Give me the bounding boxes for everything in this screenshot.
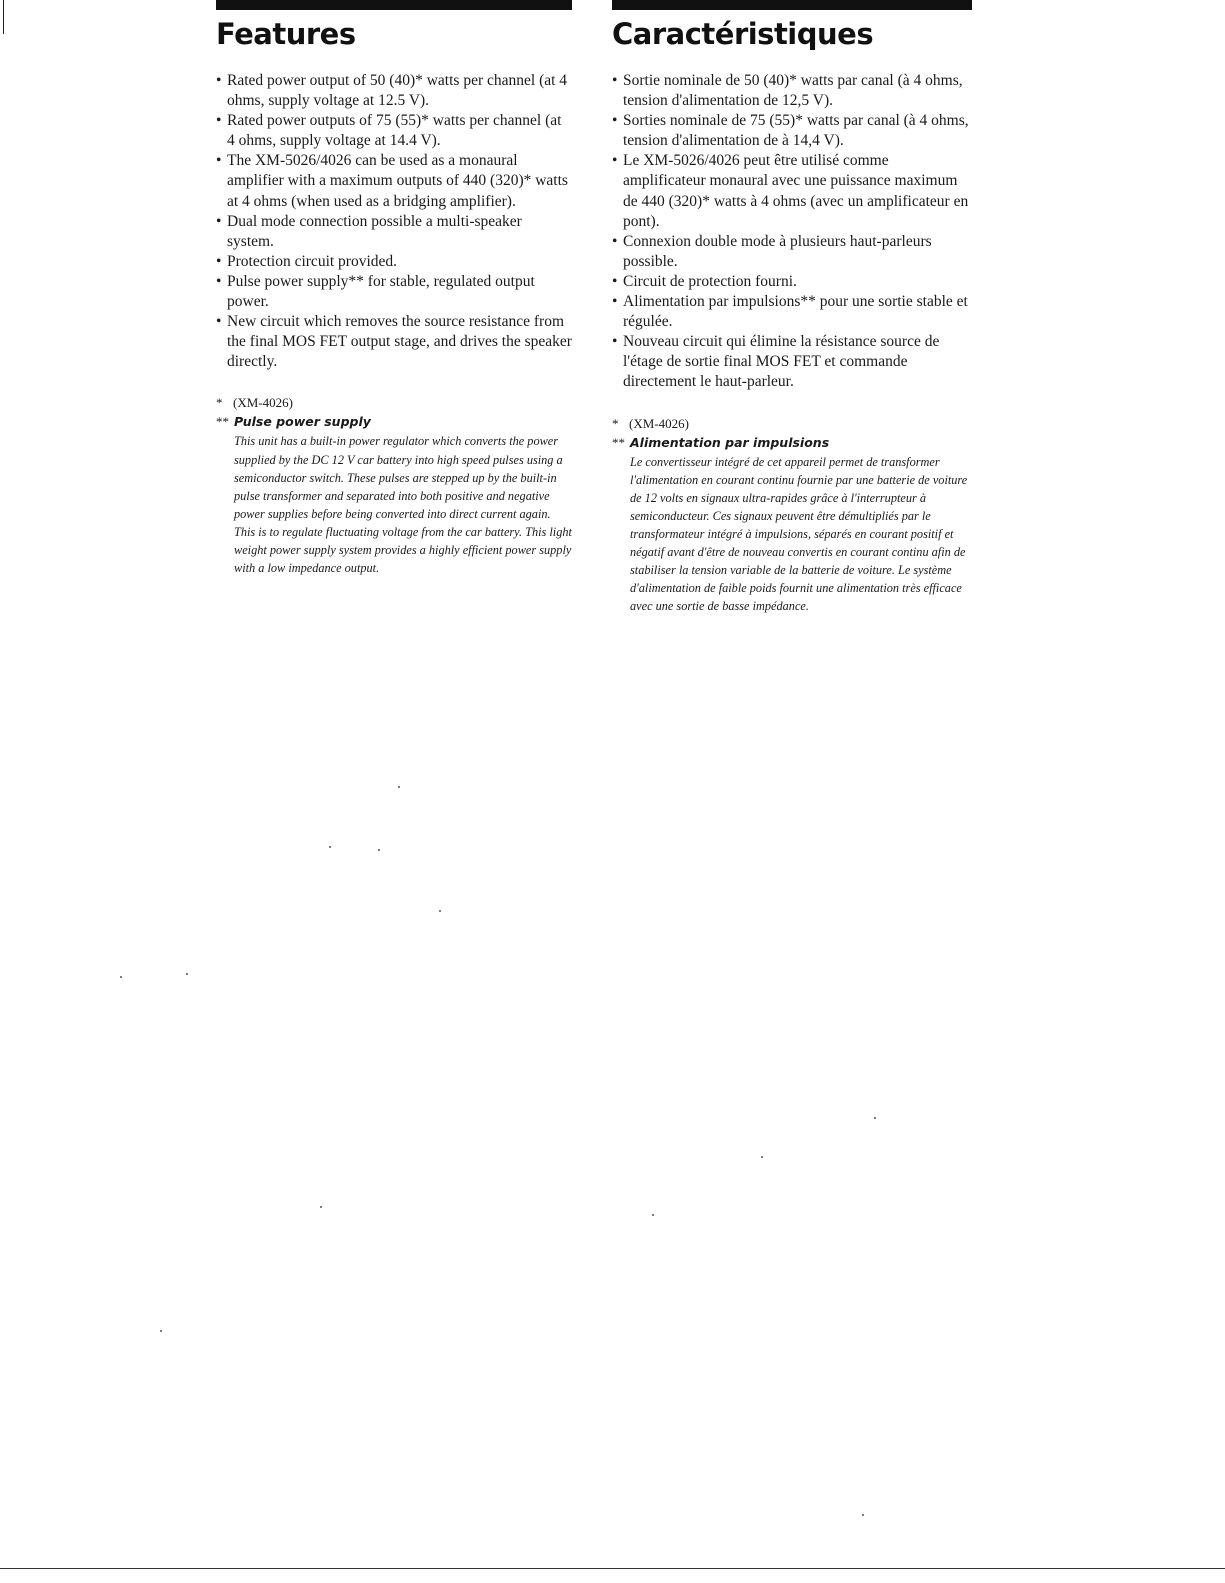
feature-item: • Pulse power supply** for stable, regulated output power. <box>216 272 572 312</box>
footnote-title <box>216 413 572 431</box>
feature-item: • Protection circuit provided. <box>216 252 572 272</box>
feature-item: • New circuit which removes the source resistance from the final MOS FET output stage, and drives the speaker directly. <box>216 312 572 372</box>
footnote-title <box>612 434 974 452</box>
footnote-mark: ** <box>216 414 229 430</box>
left-edge-mark <box>3 0 4 34</box>
french-column <box>612 0 974 615</box>
scan-speck <box>160 1330 162 1332</box>
features-heading: Features <box>216 17 356 51</box>
feature-item: • Rated power outputs of 75 (55)* watts per channel (at 4 ohms, supply voltage at 14.4 V). <box>216 111 572 151</box>
feature-item: • The XM-5026/4026 can be used as a monaural amplifier with a maximum outputs of 440 (320)* watts at 4 ohms (when used as a bridging amplifier). <box>216 151 572 211</box>
scan-speck <box>186 973 188 975</box>
feature-item: • Alimentation par impulsions** pour une sortie stable et régulée. <box>612 292 974 332</box>
feature-item: • Connexion double mode à plusieurs haut-parleurs possible. <box>612 232 974 272</box>
feature-item: • Le XM-5026/4026 peut être utilisé comme amplificateur monaural avec une puissance maximum de 440 (320)* watts à 4 ohms (avec un amplificateur en pont). <box>612 151 974 231</box>
scan-speck <box>862 1514 864 1516</box>
caracteristiques-heading: Caractéristiques <box>612 17 874 51</box>
feature-item: • Nouveau circuit qui élimine la résistance source de l'étage de sortie final MOS FET et commande directement le haut-parleur. <box>612 332 974 392</box>
scan-speck <box>329 846 331 848</box>
caracteristiques-list <box>612 71 974 393</box>
feature-item: • Sortie nominale de 50 (40)* watts par canal (à 4 ohms, tension d'alimentation de 12,5 V). <box>612 71 974 111</box>
footnote-model <box>216 394 572 412</box>
feature-item: • Dual mode connection possible a multi-speaker system. <box>216 212 572 252</box>
scan-speck <box>439 910 441 912</box>
footnote-model-text: (XM-4026) <box>629 415 689 431</box>
footnotes <box>216 394 572 577</box>
bottom-rule <box>0 1568 1225 1569</box>
heading-bar <box>612 0 972 10</box>
footnote-body: This unit has a built-in power regulator which converts the power supplied by the DC 12 V car battery into high speed pulses using a semiconductor switch. These pulses are stepped up by the built-in pulse transformer and separated into both positive and negative power supplies before being converted into direct current again. This is to regulate fluctuating voltage from the car battery. This light weight power supply system provides a highly efficient power supply with a low impedance output. <box>234 434 572 576</box>
footnote-mark: * <box>216 395 223 411</box>
feature-item: • Circuit de protection fourni. <box>612 272 974 292</box>
footnote-title-text: Alimentation par impulsions <box>630 434 830 450</box>
scan-speck <box>120 976 122 978</box>
footnote-model-text: (XM-4026) <box>233 395 293 411</box>
footnote-mark: * <box>612 415 619 431</box>
feature-item: • Sorties nominale de 75 (55)* watts par canal (à 4 ohms, tension d'alimentation de à 14,4 V). <box>612 111 974 151</box>
scan-speck <box>378 849 380 851</box>
feature-item: • Rated power output of 50 (40)* watts per channel (at 4 ohms, supply voltage at 12.5 V). <box>216 71 572 111</box>
english-column <box>216 0 572 577</box>
footnote-body: Le convertisseur intégré de cet appareil permet de transformer l'alimentation en courant continu fournie par une batterie de voiture de 12 volts en signaux ultra-rapides grâce à l'interrupteur à semiconducteur. Ces signaux peuvent être démultipliés par le transformateur intégré à impulsions, séparés en courant positif et négatif avant d'être de nouveau convertis en courant continu afin de stabiliser la tension variable de la batterie de voiture. Le système d'alimentation de faible poids fournit une alimentation très efficace avec une sortie de basse impédance. <box>630 454 968 614</box>
scan-speck <box>320 1206 322 1208</box>
scan-speck <box>652 1214 654 1216</box>
footnotes <box>612 415 974 616</box>
scan-speck <box>761 1156 763 1158</box>
features-list <box>216 71 572 372</box>
footnote-mark: ** <box>612 434 625 450</box>
footnote-model <box>612 415 974 433</box>
heading-bar <box>216 0 572 10</box>
scan-speck <box>398 786 400 788</box>
scan-speck <box>874 1117 876 1119</box>
footnote-title-text: Pulse power supply <box>234 414 371 430</box>
